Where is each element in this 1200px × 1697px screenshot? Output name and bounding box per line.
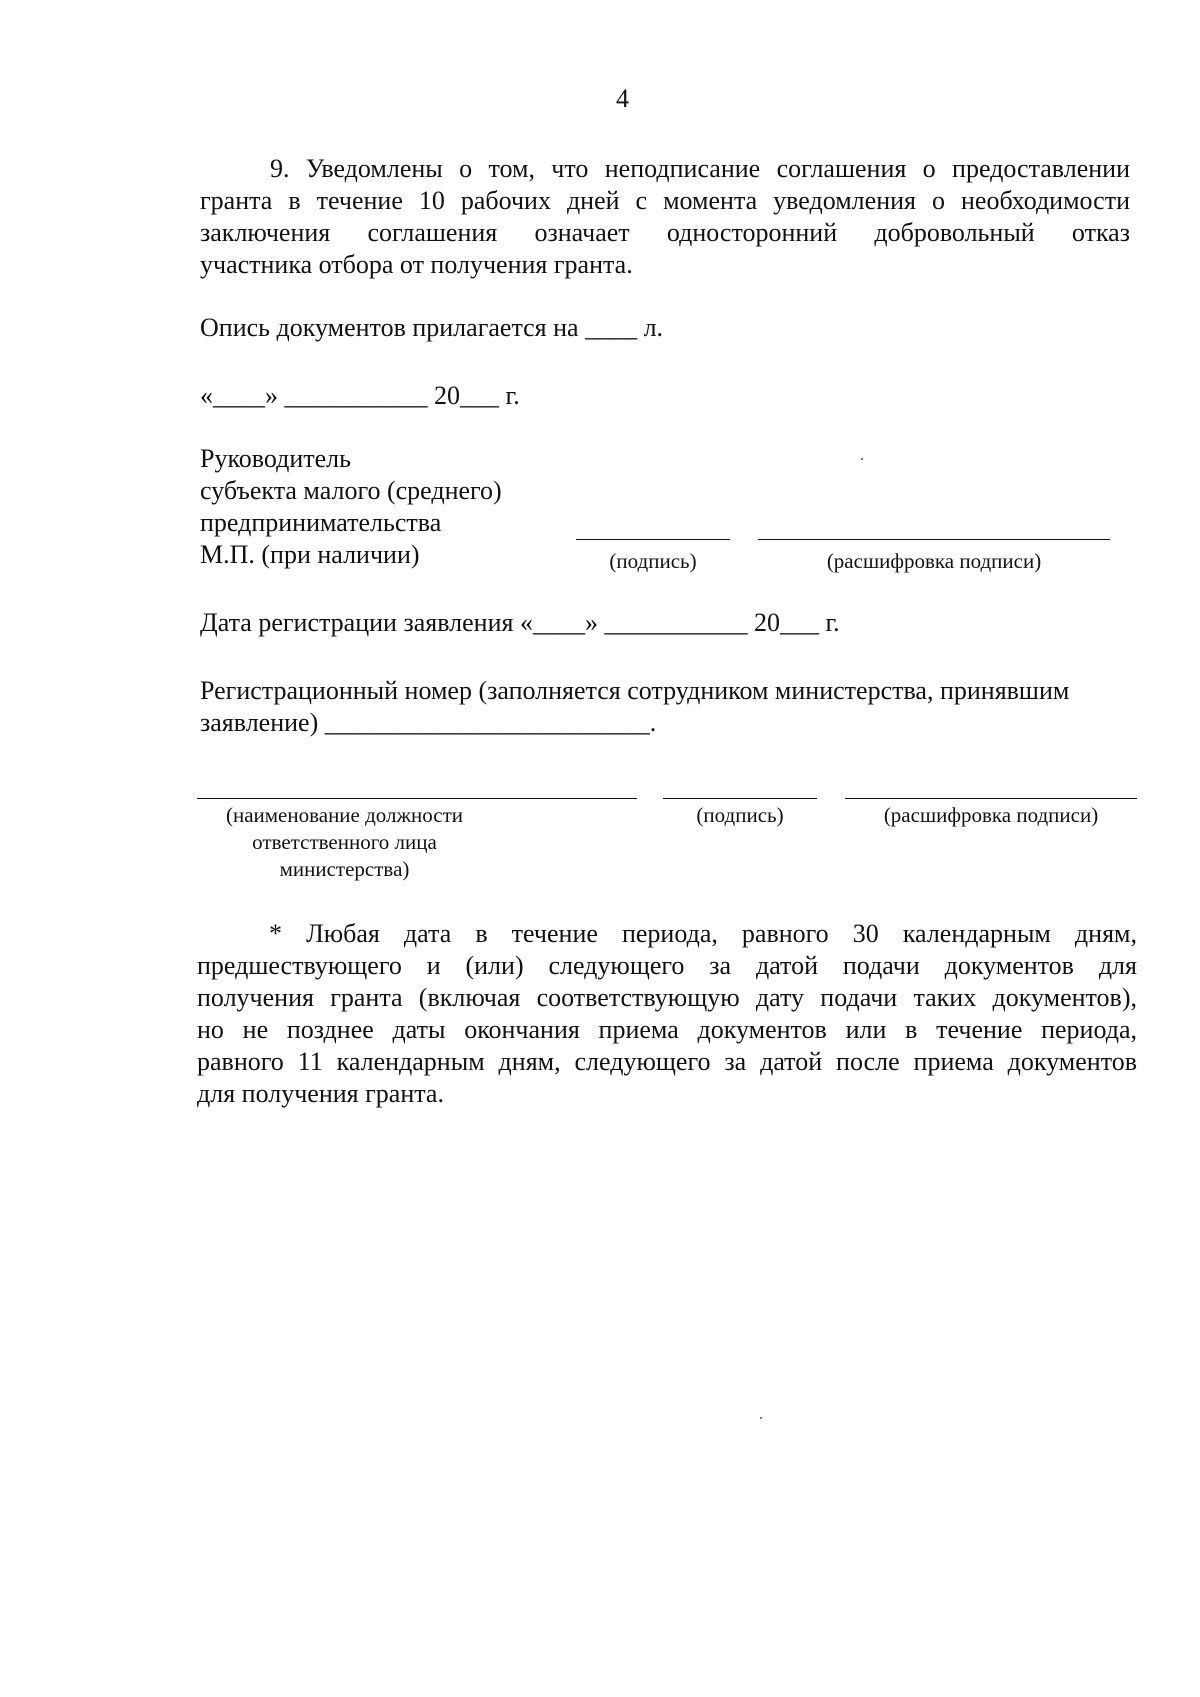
clause-9-line: 9. Уведомлены о том, что неподписание соглашения о предоставлении xyxy=(270,154,1130,183)
head-title-line: предпринимательства xyxy=(200,508,442,537)
head-signature-rule xyxy=(576,539,730,540)
official-position-rule xyxy=(197,798,637,799)
official-position-caption-line: министерства) xyxy=(279,857,410,881)
head-title-line: субъекта малого (среднего) xyxy=(200,476,502,505)
footnote-line: для получения гранта. xyxy=(197,1079,444,1108)
date-line: «____» ___________ 20___ г. xyxy=(200,381,520,410)
official-decryption-rule xyxy=(845,798,1137,799)
inventory-line: Опись документов прилагается на ____ л. xyxy=(200,313,664,342)
footnote-line: * Любая дата в течение периода, равного 30 календарным дням, xyxy=(269,919,1137,948)
stamp-place-line: М.П. (при наличии) xyxy=(200,540,420,569)
clause-9-line: участника отбора от получения гранта. xyxy=(200,250,633,279)
scan-speck xyxy=(861,458,863,460)
footnote-line: но не позднее даты окончания приема документов или в течение периода, xyxy=(197,1015,1137,1044)
registration-date-line: Дата регистрации заявления «____» ___________ 20___ г. xyxy=(200,608,840,637)
head-decryption-rule xyxy=(758,539,1110,540)
head-signature-caption: (подпись) xyxy=(609,549,697,573)
head-decryption-caption: (расшифровка подписи) xyxy=(826,549,1042,573)
official-position-caption-line: ответственного лица xyxy=(252,830,437,854)
footnote-line: предшествующего и (или) следующего за датой подачи документов для xyxy=(197,951,1137,980)
clause-9-line: заключения соглашения означает односторонний добровольный отказ xyxy=(200,218,1130,247)
scan-speck xyxy=(760,1417,762,1419)
clause-9 xyxy=(200,153,1130,281)
official-signature-caption: (подпись) xyxy=(696,803,784,827)
registration-number-line: Регистрационный номер (заполняется сотрудником министерства, принявшим xyxy=(200,676,1070,705)
official-position-caption-line: (наименование должности xyxy=(225,803,464,827)
head-title-line: Руководитель xyxy=(200,444,351,473)
official-signature-rule xyxy=(663,798,817,799)
registration-number-line: заявление) _________________________. xyxy=(200,708,657,737)
footnote-line: равного 11 календарным дням, следующего за датой после приема документов xyxy=(197,1047,1137,1076)
footnote-line: получения гранта (включая соответствующую дату подачи таких документов), xyxy=(197,983,1137,1012)
footnote xyxy=(197,918,1137,1110)
clause-9-line: гранта в течение 10 рабочих дней с момента уведомления о необходимости xyxy=(200,186,1130,215)
official-decryption-caption: (расшифровка подписи) xyxy=(883,803,1099,827)
page-number: 4 xyxy=(616,84,629,113)
